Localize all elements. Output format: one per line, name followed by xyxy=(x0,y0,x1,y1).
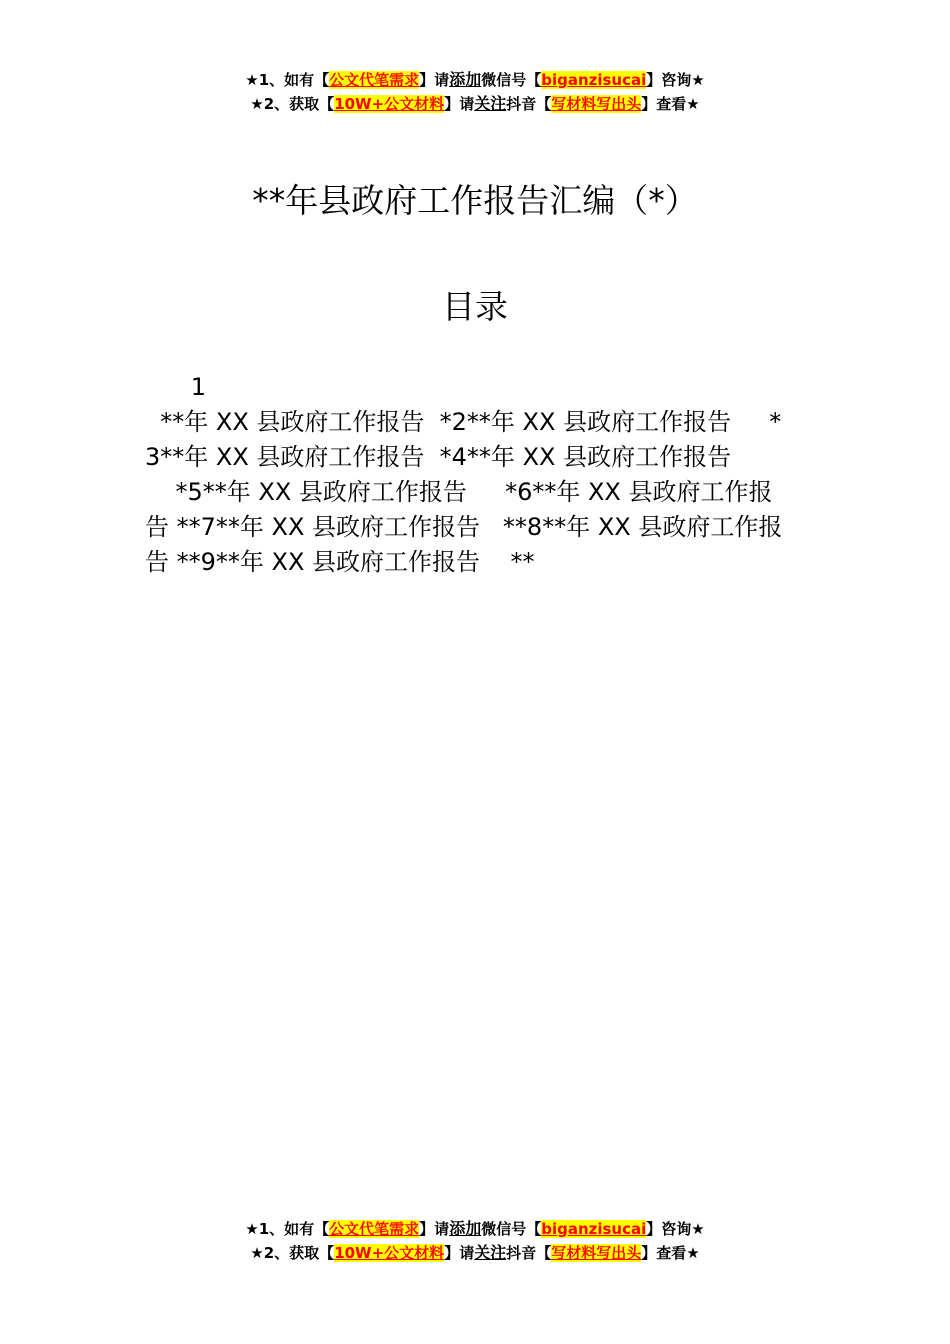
banner-text: 】请 xyxy=(444,95,475,113)
banner-text: ★1、如有【 xyxy=(245,71,330,89)
banner-text: 】咨询★ xyxy=(646,1220,705,1238)
toc-line: **年 XX 县政府工作报告 *2**年 XX 县政府工作报告 * xyxy=(145,408,782,436)
underlined-text: 关注 xyxy=(474,94,507,113)
toc-heading: 目录 xyxy=(442,287,508,326)
banner-line-2 xyxy=(0,92,950,116)
banner-text: ★2、获取【 xyxy=(250,95,335,113)
banner-text: 抖音【 xyxy=(506,95,552,113)
document-title: **年县政府工作报告汇编（*） xyxy=(252,181,698,220)
highlight-wechat-id: biganzisucai xyxy=(541,71,647,89)
toc-line: 告 **9**年 XX 县政府工作报告 ** xyxy=(145,548,535,576)
toc-body xyxy=(145,370,810,580)
banner-line-1 xyxy=(0,68,950,92)
highlight-service: 公文代笔需求 xyxy=(329,71,420,89)
highlight-wechat-id: biganzisucai xyxy=(541,1220,647,1238)
toc-line: *5**年 XX 县政府工作报告 *6**年 XX 县政府工作报 xyxy=(145,478,773,506)
highlight-materials: 10W+公文材料 xyxy=(334,95,445,113)
banner-text: ★1、如有【 xyxy=(245,1220,330,1238)
underlined-text: 添加 xyxy=(449,1219,482,1238)
banner-line-2 xyxy=(0,1241,950,1265)
highlight-materials: 10W+公文材料 xyxy=(334,1244,445,1262)
underlined-text: 关注 xyxy=(474,1243,507,1262)
banner-text: ★2、获取【 xyxy=(250,1244,335,1262)
banner-line-1 xyxy=(0,1217,950,1241)
highlight-douyin-account: 写材料写出头 xyxy=(551,95,642,113)
footer-banner xyxy=(0,1217,950,1265)
banner-text: 微信号【 xyxy=(481,1220,542,1238)
banner-text: 】查看★ xyxy=(641,1244,700,1262)
banner-text: 微信号【 xyxy=(481,71,542,89)
banner-text: 】请 xyxy=(419,1220,450,1238)
toc-line: 1 xyxy=(145,373,207,401)
banner-text: 】请 xyxy=(444,1244,475,1262)
banner-text: 抖音【 xyxy=(506,1244,552,1262)
header-banner xyxy=(0,68,950,116)
banner-text: 】查看★ xyxy=(641,95,700,113)
banner-text: 】咨询★ xyxy=(646,71,705,89)
toc-line: 告 **7**年 XX 县政府工作报告 **8**年 XX 县政府工作报 xyxy=(145,513,783,541)
underlined-text: 添加 xyxy=(449,70,482,89)
highlight-service: 公文代笔需求 xyxy=(329,1220,420,1238)
toc-line: 3**年 XX 县政府工作报告 *4**年 XX 县政府工作报告 xyxy=(145,443,732,471)
highlight-douyin-account: 写材料写出头 xyxy=(551,1244,642,1262)
banner-text: 】请 xyxy=(419,71,450,89)
